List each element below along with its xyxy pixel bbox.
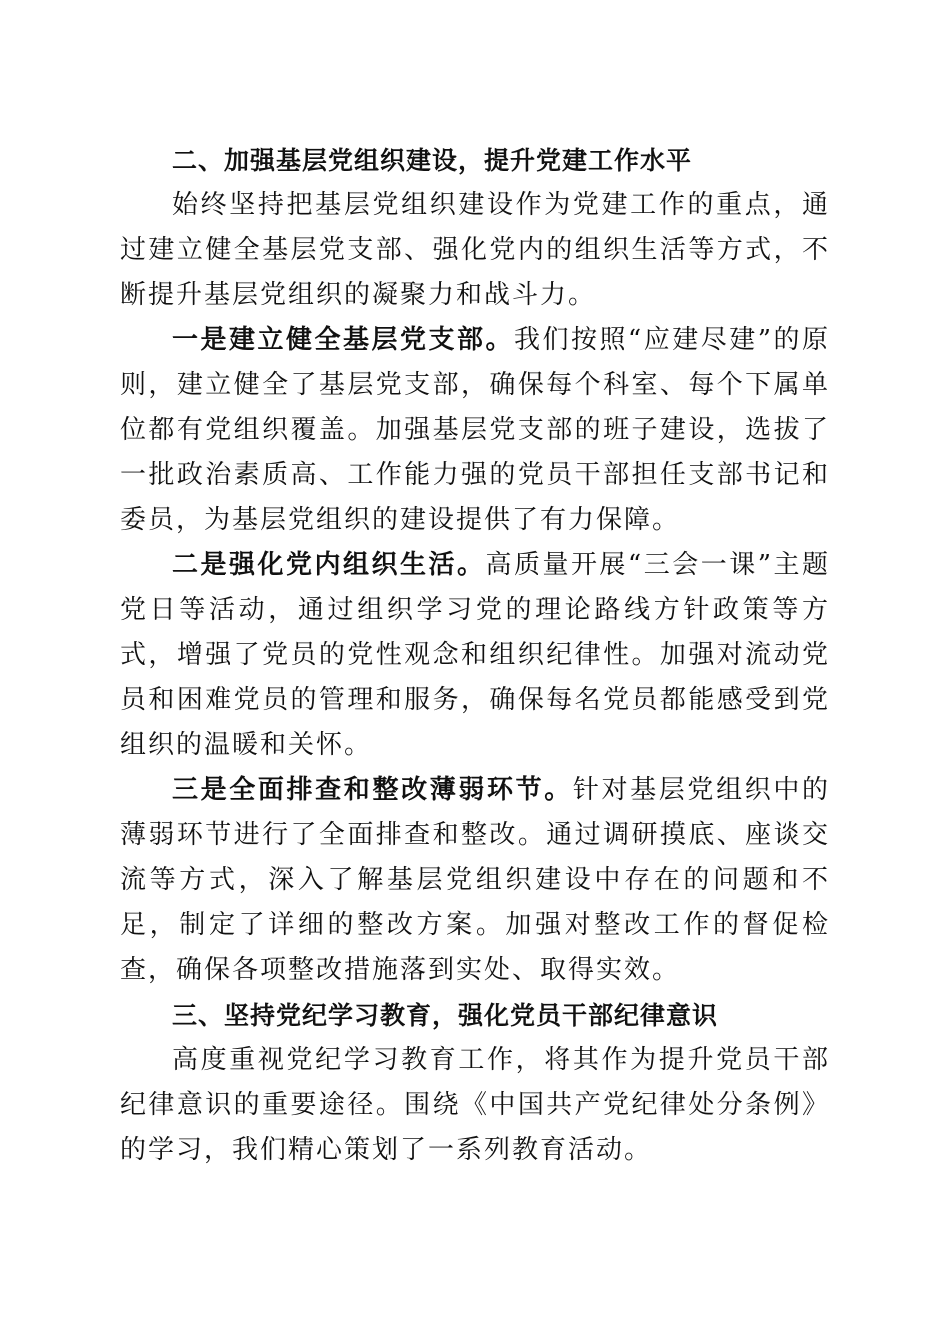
item-3-text: 针对基层党组织中的薄弱环节进行了全面排查和整改。通过调研摸底、座谈交流等方式，深入了解基层党组织建设中存在的问题和不足，制定了详细的整改方案。加强对整改工作的督促检查，确保各项整改措施落到实处、取得实效。 (120, 775, 830, 985)
section-3-intro-paragraph: 高度重视党纪学习教育工作，将其作为提升党员干部纪律意识的重要途径。围绕《中国共产党纪律处分条例》的学习，我们精心策划了一系列教育活动。 (120, 1045, 830, 1165)
item-3-lead: 三是全面排查和整改薄弱环节。 (172, 775, 573, 805)
item-2-text: 高质量开展“三会一课”主题党日等活动，通过组织学习党的理论路线方针政策等方式，增强了党员的党性观念和组织纪律性。加强对流动党员和困难党员的管理和服务，确保每名党员都能感受到党组织的温暖和关怀。 (120, 550, 830, 760)
section-2-item-1-paragraph (120, 318, 830, 543)
section-2-heading: 二、加强基层党组织建设，提升党建工作水平 (172, 146, 693, 175)
section-2-intro-paragraph: 始终坚持把基层党组织建设作为党建工作的重点，通过建立健全基层党支部、强化党内的组织生活等方式，不断提升基层党组织的凝聚力和战斗力。 (120, 190, 830, 310)
item-1-text: 我们按照“应建尽建”的原则，建立健全了基层党支部，确保每个科室、每个下属单位都有党组织覆盖。加强基层党支部的班子建设，选拔了一批政治素质高、工作能力强的党员干部担任支部书记和委员，为基层党组织的建设提供了有力保障。 (120, 325, 830, 535)
document-body (120, 138, 830, 1173)
section-2-item-2-paragraph (120, 543, 830, 768)
item-1-lead: 一是建立健全基层党支部。 (172, 325, 514, 355)
section-2-item-3-paragraph (120, 768, 830, 993)
item-2-lead: 二是强化党内组织生活。 (172, 550, 486, 580)
section-3-heading: 三、坚持党纪学习教育，强化党员干部纪律意识 (172, 1001, 719, 1030)
